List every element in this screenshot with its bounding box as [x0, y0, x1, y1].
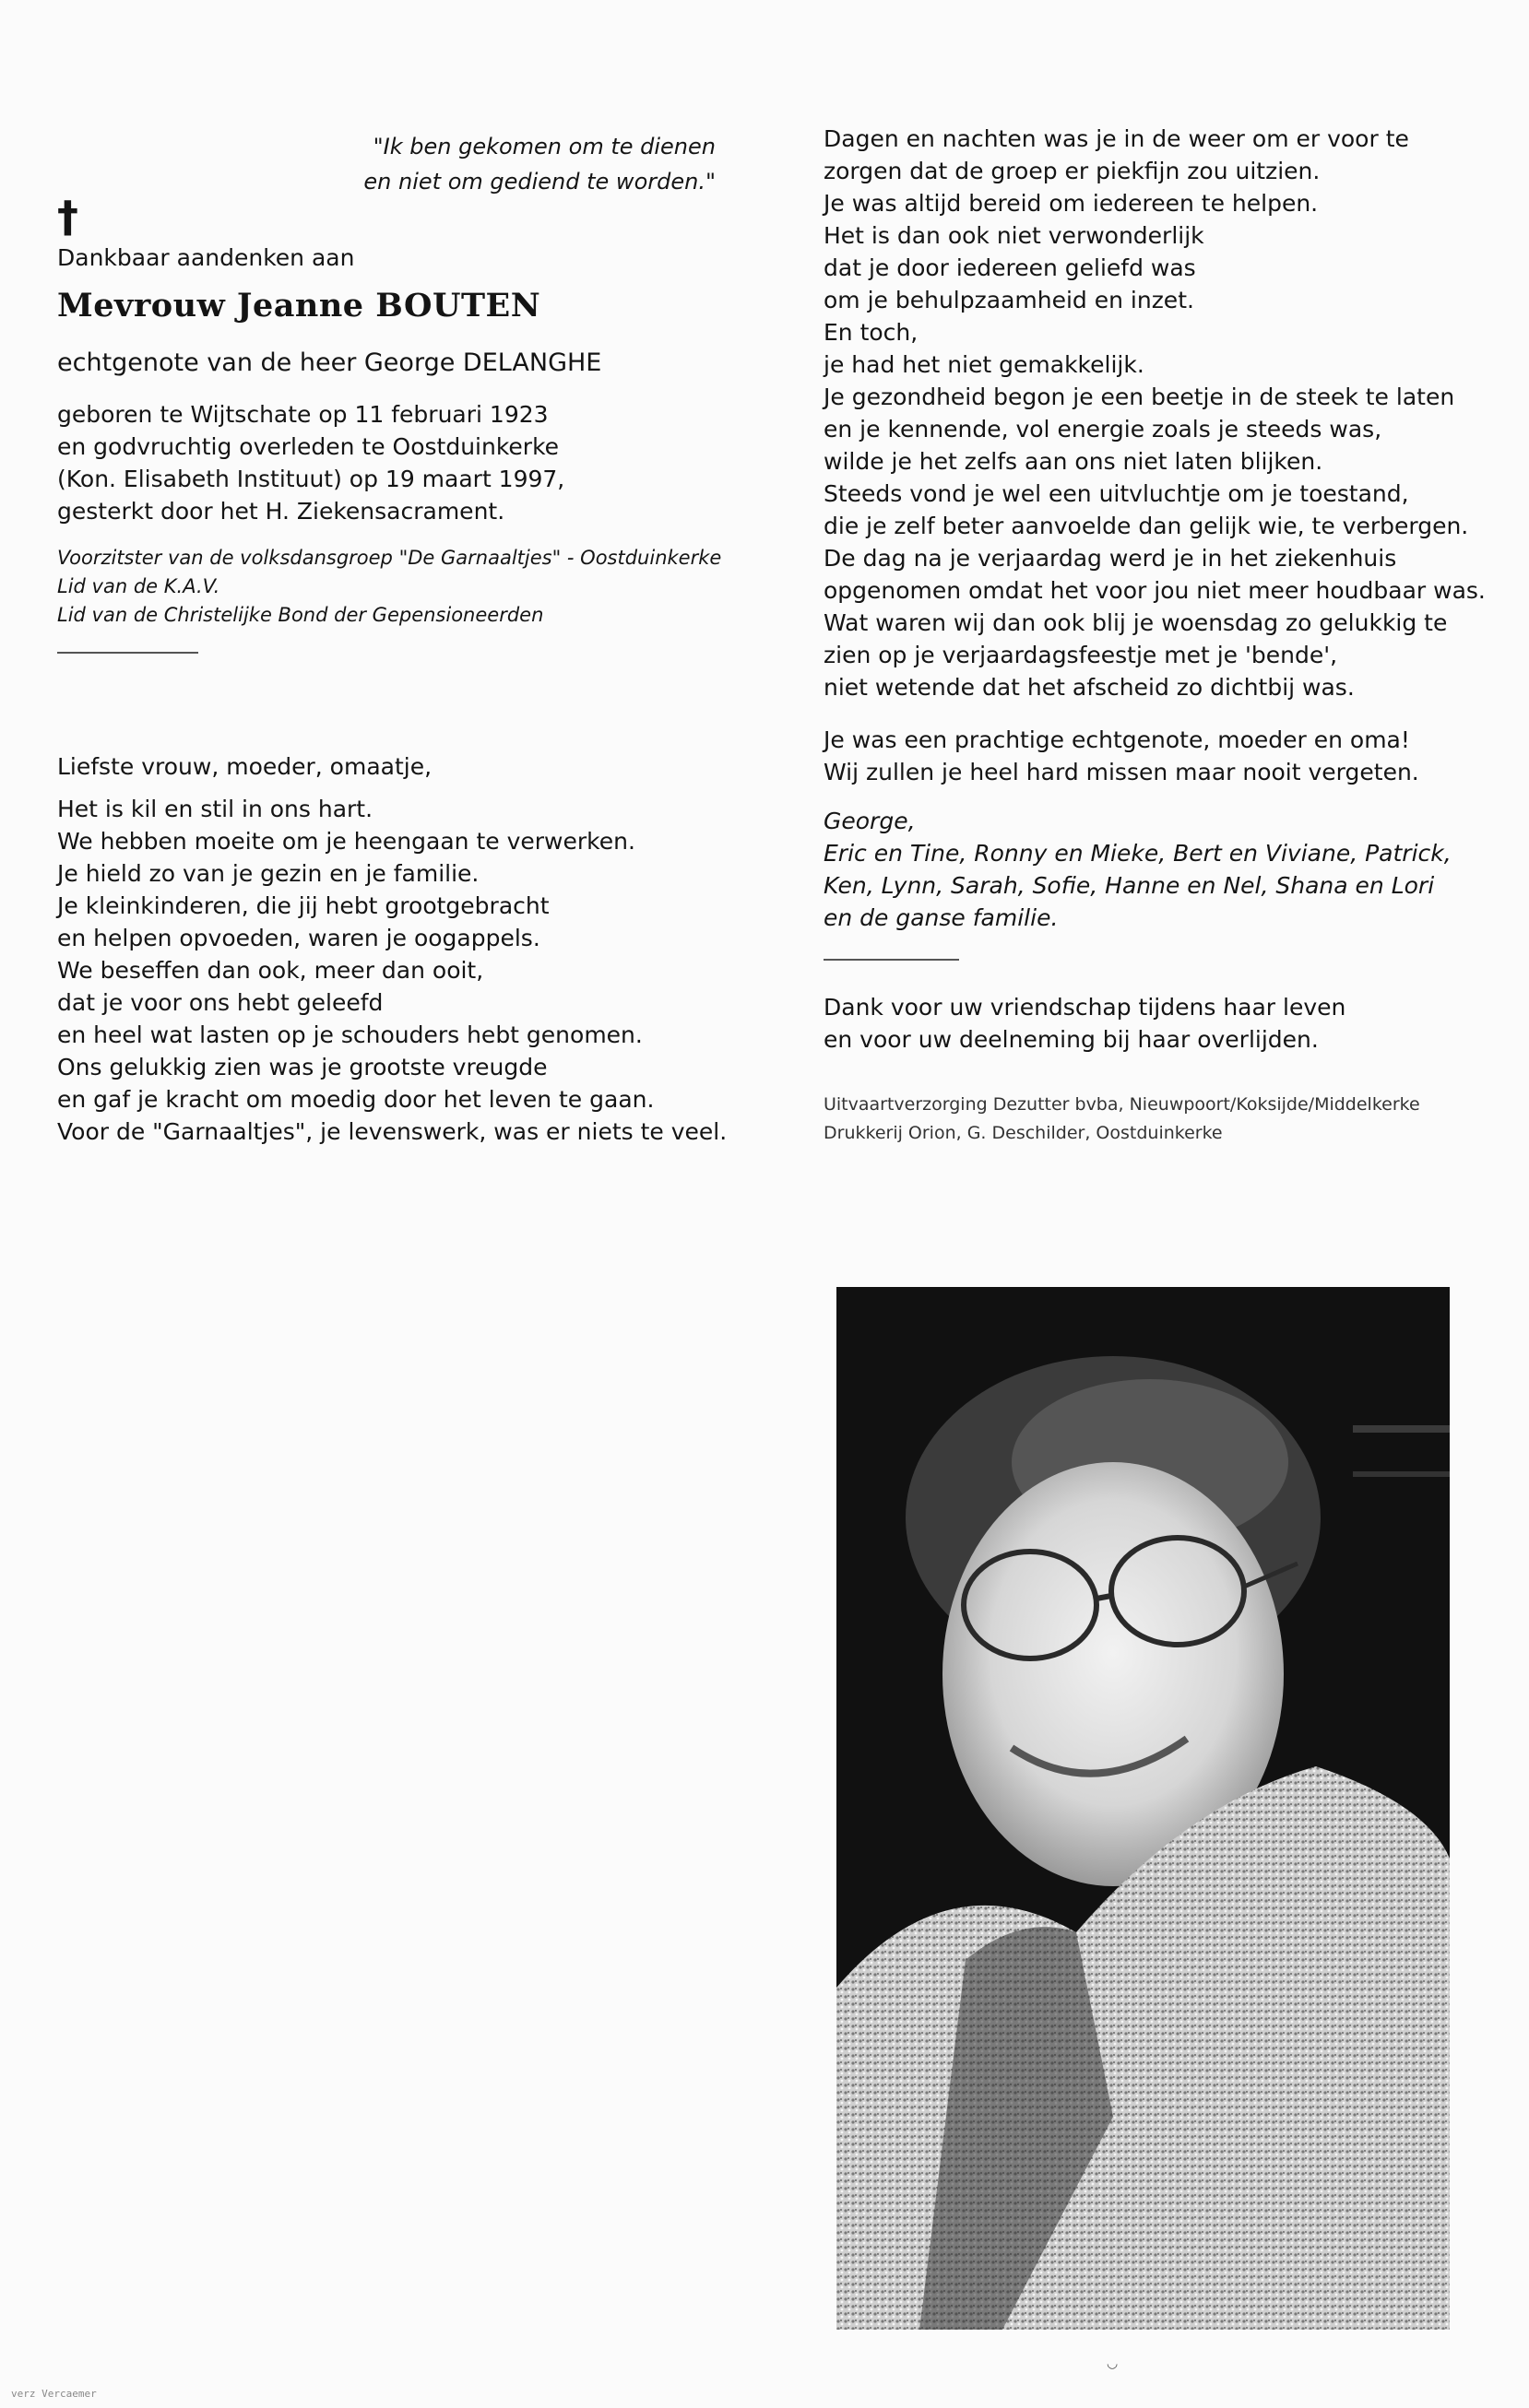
poem-line: De dag na je verjaardag werd je in het ziekenhuis: [824, 545, 1397, 572]
poem-line: Voor de "Garnaaltjes", je levenswerk, was er niets te veel.: [57, 1118, 728, 1145]
life-line: gesterkt door het H. Ziekensacrament.: [57, 498, 505, 525]
membership-line: Lid van de K.A.V.: [57, 575, 220, 597]
spouse-line: echtgenote van de heer George DELANGHE: [57, 348, 602, 377]
decorative-mark: ◡: [1107, 2356, 1119, 2371]
cross-icon: †: [57, 192, 78, 242]
closing-line: Wij zullen je heel hard missen maar nooit vergeten.: [824, 759, 1419, 785]
intro-text: Dankbaar aandenken aan: [57, 244, 355, 271]
poem-line: Wat waren wij dan ook blij je woensdag zo gelukkig te: [824, 609, 1448, 636]
portrait-illustration: [836, 1287, 1450, 2330]
poem-left: [57, 793, 758, 1148]
family-line: Eric en Tine, Ronny en Mieke, Bert en Viviane, Patrick,: [824, 840, 1452, 867]
family-line: George,: [824, 808, 916, 834]
poem-line: opgenomen omdat het voor jou niet meer houdbaar was.: [824, 577, 1486, 604]
memberships: [57, 544, 758, 630]
thanks-line: Dank voor uw vriendschap tijdens haar leven: [824, 994, 1346, 1021]
poem-line: Je was altijd bereid om iedereen te helpen.: [824, 190, 1319, 217]
poem-right: [824, 123, 1488, 703]
poem-line: zorgen dat de groep er piekfijn zou uitzien.: [824, 158, 1321, 184]
poem-line: Dagen en nachten was je in de weer om er voor te: [824, 125, 1409, 152]
quote-line-2: en niet om gediend te worden.": [363, 169, 716, 195]
poem-line: We beseffen dan ook, meer dan ooit,: [57, 957, 484, 984]
family-list: [824, 805, 1488, 934]
poem-line: niet wetende dat het afscheid zo dichtbij was.: [824, 674, 1355, 701]
poem-line: dat je door iedereen geliefd was: [824, 254, 1196, 281]
poem-line: Je kleinkinderen, die jij hebt grootgebracht: [57, 892, 550, 919]
divider: [824, 959, 959, 961]
closing-lines: [824, 724, 1488, 788]
poem-line: Steeds vond je wel een uitvluchtje om je toestand,: [824, 480, 1409, 507]
poem-line: je had het niet gemakkelijk.: [824, 351, 1144, 378]
thanks-line: en voor uw deelneming bij haar overlijden.: [824, 1026, 1319, 1053]
deceased-name: Mevrouw Jeanne BOUTEN: [57, 287, 541, 325]
closing-line: Je was een prachtige echtgenote, moeder en oma!: [824, 726, 1410, 753]
poem-line: om je behulpzaamheid en inzet.: [824, 287, 1194, 313]
membership-line: Lid van de Christelijke Bond der Gepensioneerden: [57, 604, 544, 626]
poem-line: zien op je verjaardagsfeestje met je 'bende',: [824, 642, 1338, 668]
life-line: en godvruchtig overleden te Oostduinkerke: [57, 433, 560, 460]
bible-quote: [314, 129, 716, 199]
poem-line: Je gezondheid begon je een beetje in de steek te laten: [824, 384, 1455, 410]
poem-line: En toch,: [824, 319, 919, 346]
poem-line: Het is dan ook niet verwonderlijk: [824, 222, 1204, 249]
credit-line: Drukkerij Orion, G. Deschilder, Oostduinkerke: [824, 1123, 1223, 1143]
poem-line: wilde je het zelfs aan ons niet laten blijken.: [824, 448, 1323, 475]
poem-line: Ons gelukkig zien was je grootste vreugde: [57, 1054, 548, 1080]
poem-line: die je zelf beter aanvoelde dan gelijk wie, te verbergen.: [824, 513, 1469, 539]
family-line: Ken, Lynn, Sarah, Sofie, Hanne en Nel, Shana en Lori: [824, 872, 1435, 899]
membership-line: Voorzitster van de volksdansgroep "De Garnaaltjes" - Oostduinkerke: [57, 547, 722, 569]
family-line: en de ganse familie.: [824, 904, 1059, 931]
quote-line-1: "Ik ben gekomen om te dienen: [373, 134, 716, 159]
card-text-page: [0, 0, 1529, 1200]
credits: [824, 1091, 1488, 1148]
thanks: [824, 991, 1488, 1056]
poem-line: en je kennende, vol energie zoals je steeds was,: [824, 416, 1382, 443]
credit-line: Uitvaartverzorging Dezutter bvba, Nieuwpoort/Koksijde/Middelkerke: [824, 1094, 1420, 1115]
poem-line: We hebben moeite om je heengaan te verwerken.: [57, 828, 635, 855]
poem-line: Je hield zo van je gezin en je familie.: [57, 860, 480, 887]
life-details: [57, 398, 758, 527]
life-line: (Kon. Elisabeth Instituut) op 19 maart 1997,: [57, 466, 565, 492]
poem-line: en helpen opvoeden, waren je oogappels.: [57, 925, 540, 951]
portrait-photo: [836, 1287, 1450, 2330]
poem-line: dat je voor ons hebt geleefd: [57, 989, 384, 1016]
poem-line: en heel wat lasten op je schouders hebt genomen.: [57, 1021, 643, 1048]
poem-salutation: Liefste vrouw, moeder, omaatje,: [57, 753, 433, 780]
divider: [57, 652, 198, 654]
poem-line: Het is kil en stil in ons hart.: [57, 796, 373, 822]
poem-line: en gaf je kracht om moedig door het leven te gaan.: [57, 1086, 655, 1113]
life-line: geboren te Wijtschate op 11 februari 1923: [57, 401, 549, 428]
corner-stamp: verz Vercaemer: [11, 2388, 97, 2400]
